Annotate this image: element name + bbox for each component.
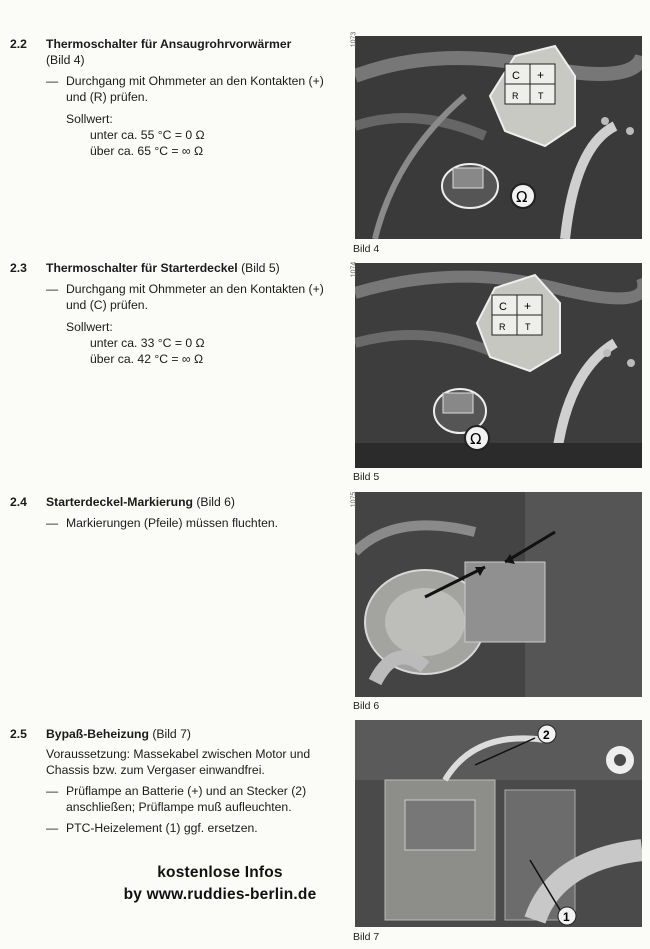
sollwert-row: unter ca. 55 °C = 0 Ω [90, 128, 205, 142]
figure-caption: Bild 5 [353, 471, 380, 483]
callout-2: 2 [543, 728, 550, 742]
footer-notice [100, 862, 340, 906]
sollwert-label: Sollwert: [66, 320, 113, 334]
instruction-text: PTC-Heizelement (1) ggf. ersetzen. [66, 821, 258, 835]
switch-label-plus: + [537, 68, 545, 82]
section-title: Thermoschalter für Starterdeckel [46, 261, 238, 275]
precondition-text: Voraussetzung: Massekabel zwischen Motor und Chassis bzw. zum Vergaser einwandfrei. [46, 747, 311, 777]
margin-mark: 1075 [350, 491, 358, 508]
section-2-4 [10, 494, 340, 531]
section-2-2 [10, 36, 340, 159]
sollwert-label: Sollwert: [66, 112, 113, 126]
callout-1: 1 [563, 910, 570, 924]
sollwert-row: über ca. 42 °C = ∞ Ω [90, 352, 204, 366]
figure-reference: (Bild 6) [196, 495, 235, 509]
figure-caption: Bild 6 [353, 700, 380, 712]
switch-label-c: C [499, 301, 507, 313]
figure-reference: (Bild 5) [241, 261, 280, 275]
section-number: 2.4 [10, 495, 27, 509]
dash-bullet: — [46, 282, 59, 296]
footer-line-1: kostenlose Infos [157, 864, 283, 881]
section-title: Bypaß-Beheizung [46, 727, 149, 741]
switch-label-t: T [525, 322, 531, 332]
section-2-3 [10, 260, 340, 367]
instruction-text: Durchgang mit Ohmmeter an den Kontakten (+) und (R) prüfen. [66, 74, 324, 104]
section-2-5 [10, 726, 340, 836]
sollwert-row: über ca. 65 °C = ∞ Ω [90, 144, 204, 158]
photo-bild-7 [355, 720, 642, 927]
footer-line-2: by www.ruddies-berlin.de [123, 886, 317, 903]
dash-bullet: — [46, 516, 59, 530]
switch-label-r: R [512, 91, 519, 101]
switch-label-c: C [512, 70, 520, 82]
photo-bild-6 [355, 492, 642, 697]
ohm-symbol: Ω [470, 430, 482, 448]
figure-reference: (Bild 4) [46, 53, 85, 67]
switch-label-r: R [499, 322, 506, 332]
instruction-text: Markierungen (Pfeile) müssen fluchten. [66, 516, 279, 530]
instruction-text: Durchgang mit Ohmmeter an den Kontakten (+) und (C) prüfen. [66, 282, 324, 312]
figure-caption: Bild 7 [353, 931, 380, 943]
section-title: Starterdeckel-Markierung [46, 495, 193, 509]
dash-bullet: — [46, 821, 59, 835]
dash-bullet: — [46, 784, 59, 798]
margin-mark: 1074 [350, 261, 358, 278]
figure-reference: (Bild 7) [152, 727, 191, 741]
photo-bild-5 [355, 263, 642, 468]
figure-caption: Bild 4 [353, 243, 380, 255]
ohm-symbol: Ω [516, 188, 528, 206]
section-title: Thermoschalter für Ansaugrohrvorwärmer [46, 37, 292, 51]
instruction-text: Prüflampe an Batterie (+) und an Stecker (2) anschließen; Prüflampe muß aufleuchten. [66, 784, 307, 814]
photo-bild-4 [355, 36, 642, 239]
section-number: 2.3 [10, 261, 27, 275]
switch-label-t: T [538, 91, 544, 101]
dash-bullet: — [46, 74, 59, 88]
section-number: 2.2 [10, 37, 27, 51]
margin-mark: 1073 [350, 31, 358, 48]
section-number: 2.5 [10, 727, 27, 741]
switch-label-plus: + [524, 299, 532, 313]
sollwert-row: unter ca. 33 °C = 0 Ω [90, 336, 205, 350]
